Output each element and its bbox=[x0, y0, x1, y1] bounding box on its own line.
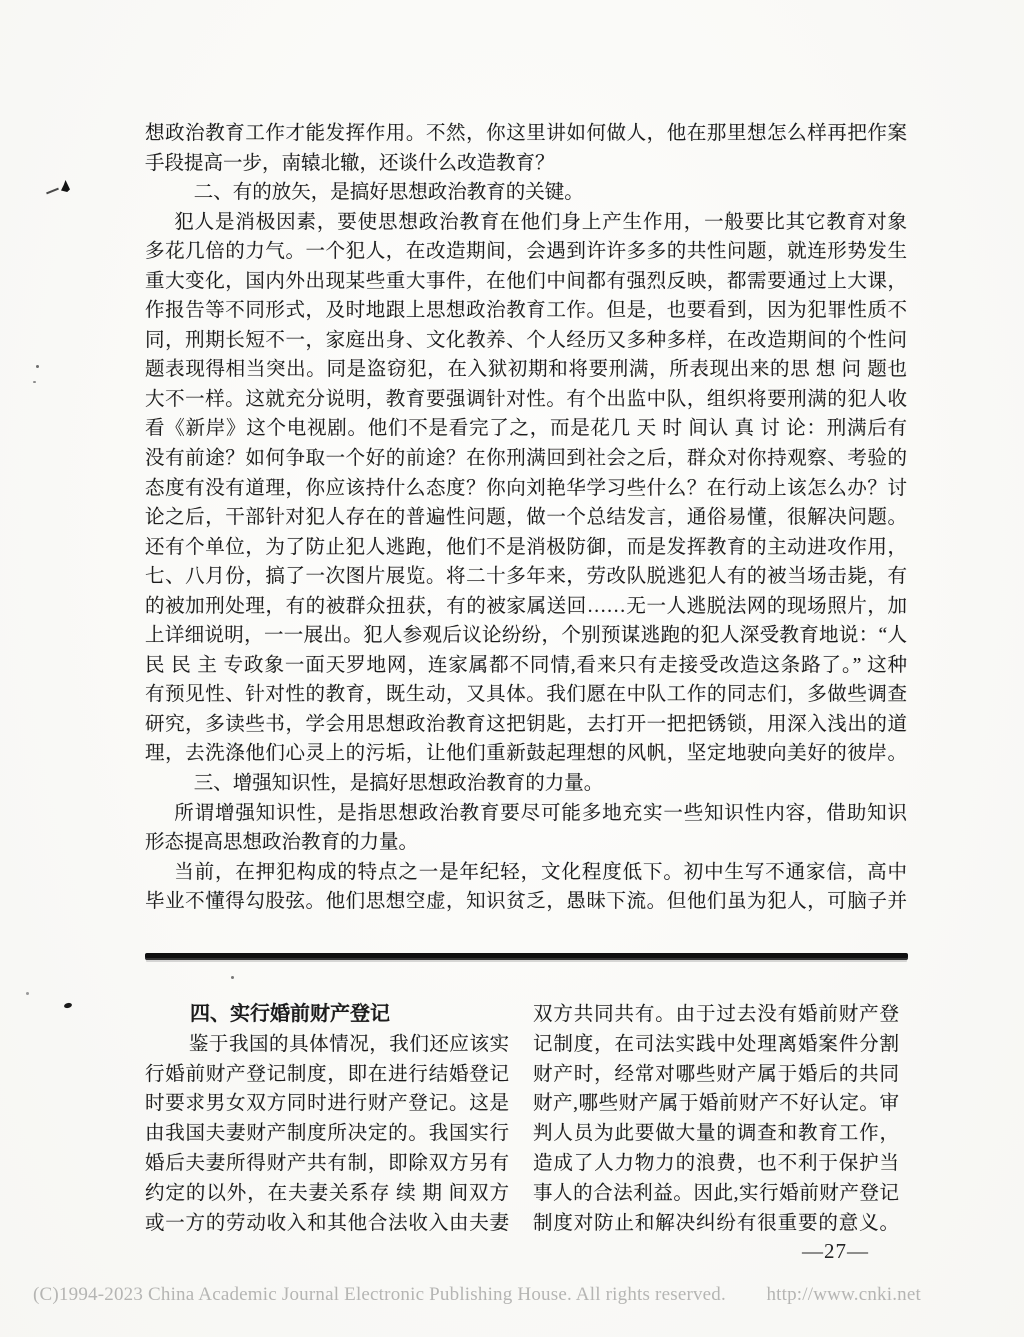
bottom-right-column bbox=[533, 1000, 899, 1238]
text-line: 事人的合法利益。因此,实行婚前财产登记 bbox=[533, 1182, 899, 1204]
text-line: 手段提高一步，南辕北辙，还谈什么改造教育？ bbox=[145, 152, 555, 174]
section-divider bbox=[145, 953, 908, 960]
text-line: 所谓增强知识性，是指思想政治教育要尽可能多地充实一些知识性内容，借助知识 bbox=[174, 802, 907, 824]
text-line: 婚后夫妻所得财产共有制，即除双方另有 bbox=[145, 1152, 509, 1174]
text-line: 民 民 主 专政象一面天罗地网，连家属都不同情,看来只有走接受改造这条路了。” 这种 bbox=[145, 654, 907, 676]
ink-mark bbox=[60, 180, 70, 192]
text-line: 财产时，经常对哪些财产属于婚后的共同 bbox=[533, 1063, 899, 1085]
text-line: 作报告等不同形式，及时地跟上思想政治教育工作。但是，也要看到，因为犯罪性质不 bbox=[145, 300, 907, 322]
ink-mark bbox=[46, 190, 59, 192]
ink-mark bbox=[36, 365, 39, 368]
footer-copyright: (C)1994-2023 China Academic Journal Electronic Publishing House. All rights reserved. bbox=[33, 1284, 726, 1305]
text-line: 行婚前财产登记制度，即在进行结婚登记 bbox=[145, 1063, 509, 1085]
text-line: 财产,哪些财产属于婚前财产不好认定。审 bbox=[533, 1093, 899, 1115]
text-line: 论之后，干部针对犯人存在的普遍性问题，做一个总结发言，通俗易懂，很解决问题。 bbox=[145, 507, 907, 529]
text-line: 多花几倍的力气。一个犯人，在改造期间，会遇到许许多多的共性问题，就连形势发生 bbox=[145, 241, 907, 263]
text-line: 有预见性、针对性的教育，既生动，又具体。我们愿在中队工作的同志们，多做些调查 bbox=[145, 684, 907, 706]
ink-mark bbox=[231, 976, 234, 979]
text-line: 研究，多读些书，学会用思想政治教育这把钥匙，去打开一把把锈锁，用深入浅出的道 bbox=[145, 713, 907, 735]
text-line: 没有前途？如何争取一个好的前途？在你刑满回到社会之后，群众对你持观察、考验的 bbox=[145, 448, 907, 470]
bottom-left-column bbox=[145, 1000, 509, 1238]
section-heading-4: 四、实行婚前财产登记 bbox=[190, 1003, 390, 1025]
text-line: 由我国夫妻财产制度所决定的。我国实行 bbox=[145, 1123, 509, 1145]
text-line: 理，去洗涤他们心灵上的污垢，让他们重新鼓起理想的风帆，坚定地驶向美好的彼岸。 bbox=[145, 743, 907, 765]
text-line: 或一方的劳动收入和其他合法收入由夫妻 bbox=[145, 1212, 509, 1234]
text-line: 还有个单位，为了防止犯人逃跑，他们不是消极防御，而是发挥教育的主动进攻作用， bbox=[145, 536, 907, 558]
text-line: 当前，在押犯构成的特点之一是年纪轻，文化程度低下。初中生写不通家信，高中 bbox=[174, 861, 907, 883]
text-line: 记制度，在司法实践中处理离婚案件分割 bbox=[533, 1033, 899, 1055]
section-heading-3: 三、增强知识性，是搞好思想政治教育的力量。 bbox=[193, 773, 604, 795]
ink-mark bbox=[33, 381, 36, 383]
text-line: 判人员为此要做大量的调查和教育工作， bbox=[533, 1123, 899, 1145]
text-line: 态度有没有道理，你应该持什么态度？你向刘艳华学习些什么？在行动上该怎么办？讨 bbox=[145, 477, 907, 499]
text-line: 的被加刑处理，有的被群众扭获，有的被家属送回……无一人逃脱法网的现场照片，加 bbox=[145, 595, 907, 617]
text-line: 形态提高思想政治教育的力量。 bbox=[145, 832, 419, 854]
text-line: 鉴于我国的具体情况，我们还应该实 bbox=[188, 1033, 509, 1055]
section-heading-2: 二、有的放矢，是搞好思想政治教育的关键。 bbox=[193, 182, 584, 204]
page-number: —27— bbox=[802, 1239, 869, 1263]
footer-url: http://www.cnki.net bbox=[766, 1284, 921, 1305]
text-line: 题表现得相当突出。同是盗窃犯，在入狱初期和将要刑满，所表现出来的思 想 问 题也 bbox=[145, 359, 907, 381]
text-line: 时要求男女双方同时进行财产登记。这是 bbox=[145, 1093, 509, 1115]
text-line: 犯人是消极因素，要使思想政治教育在他们身上产生作用，一般要比其它教育对象 bbox=[174, 211, 907, 233]
text-line: 看《新岸》这个电视剧。他们不是看完了之，而是花几 天 时 间认 真 讨 论：刑满后有 bbox=[145, 418, 907, 440]
text-line: 毕业不懂得勾股弦。他们思想空虚，知识贫乏，愚昧下流。但他们虽为犯人，可脑子并 bbox=[145, 891, 907, 913]
text-line: 制度对防止和解决纠纷有很重要的意义。 bbox=[533, 1212, 899, 1234]
main-text-block bbox=[145, 119, 907, 917]
text-line: 同，刑期长短不一，家庭出身、文化教养、个人经历又多种多样，在改造期间的个性问 bbox=[145, 329, 907, 351]
text-line: 上详细说明，一一展出。犯人参观后议论纷纷，个别预谋逃跑的犯人深受教育地说：“人 bbox=[145, 625, 907, 647]
text-line: 想政治教育工作才能发挥作用。不然，你这里讲如何做人，他在那里想怎么样再把作案 bbox=[145, 123, 907, 144]
watermark-footer bbox=[33, 1284, 921, 1306]
ink-mark bbox=[26, 992, 29, 995]
text-line: 造成了人力物力的浪费，也不利于保护当 bbox=[533, 1152, 899, 1174]
text-line: 约定的以外，在夫妻关系存 续 期 间双方 bbox=[145, 1182, 509, 1204]
text-line: 七、八月份，搞了一次图片展览。将二十多年来，劳改队脱逃犯人有的被当场击毙，有 bbox=[145, 566, 907, 588]
text-line: 双方共同共有。由于过去没有婚前财产登 bbox=[533, 1004, 899, 1025]
text-line: 大不一样。这就充分说明，教育要强调针对性。有个出监中队，组织将要刑满的犯人收 bbox=[145, 388, 907, 410]
ink-mark bbox=[64, 1002, 73, 1009]
text-line: 重大变化，国内外出现某些重大事件，在他们中间都有强烈反映，都需要通过上大课， bbox=[145, 270, 907, 292]
